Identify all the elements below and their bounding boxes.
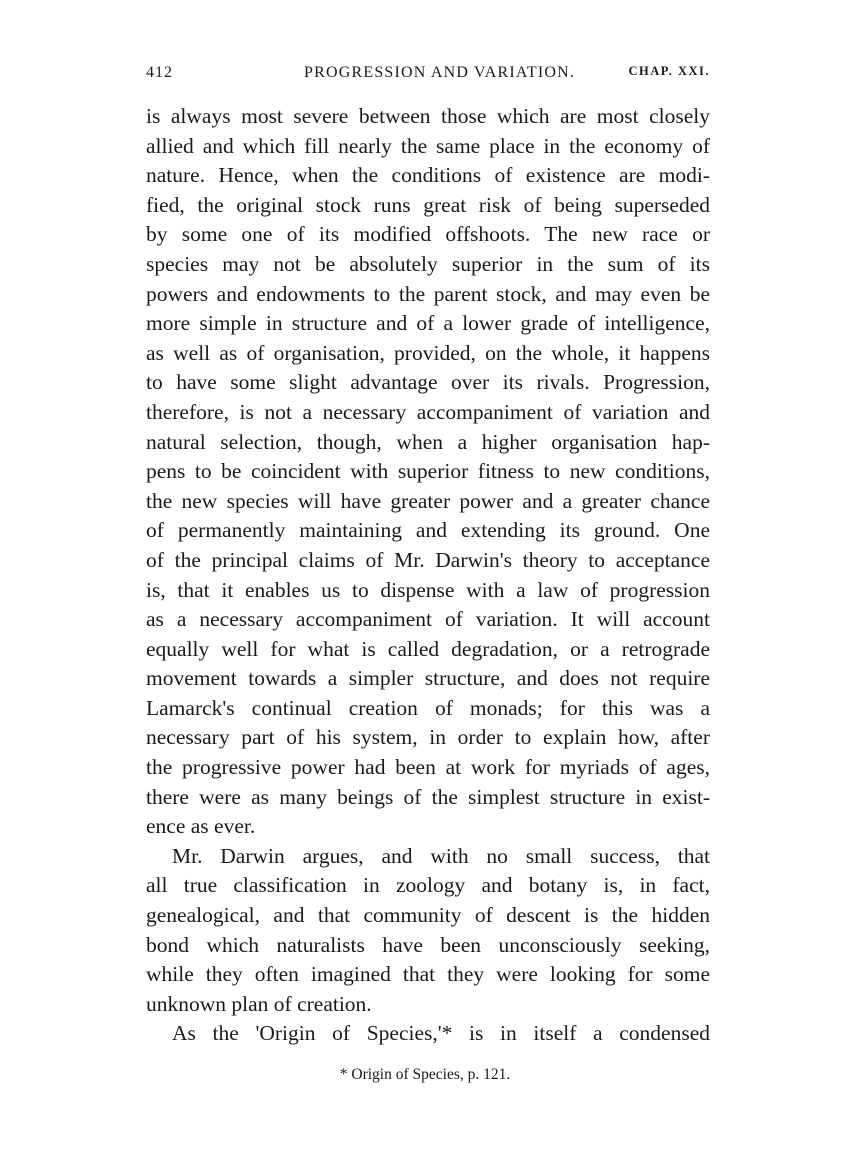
text-line: equally well for what is called degradation, or a retrograde — [146, 636, 710, 661]
text-line: while they often imagined that they were looking for some — [146, 962, 710, 987]
running-header — [146, 64, 710, 88]
text-line: movement towards a simpler structure, and does not require — [146, 666, 710, 691]
text-line: therefore, is not a necessary accompaniment of variation and — [146, 399, 710, 424]
text-line: as well as of organisation, provided, on the whole, it happens — [146, 340, 710, 365]
chapter-label: CHAP. XXI. — [628, 64, 710, 78]
text-line: there were as many beings of the simplest structure in exist- — [146, 784, 710, 809]
text-line: more simple in structure and of a lower grade of intelligence, — [146, 311, 710, 336]
text-line: fied, the original stock runs great risk of being superseded — [146, 192, 710, 217]
text-line: genealogical, and that community of descent is the hidden — [146, 903, 710, 928]
text-line: of permanently maintaining and extending its ground. One — [146, 518, 710, 543]
text-line: natural selection, though, when a higher organisation hap- — [146, 429, 710, 454]
text-line: all true classification in zoology and botany is, in fact, — [146, 873, 710, 898]
page-number: 412 — [146, 64, 173, 81]
text-line: unknown plan of creation. — [146, 991, 372, 1016]
text-line: is always most severe between those which are most closely — [146, 104, 710, 128]
text-line: to have some slight advantage over its rivals. Progression, — [146, 370, 710, 395]
body-text — [146, 102, 710, 1049]
text-line: As the 'Origin of Species,'* is in itself a condensed — [172, 1021, 710, 1046]
text-line: allied and which fill nearly the same place in the economy of — [146, 133, 710, 158]
text-line: is, that it enables us to dispense with a law of progression — [146, 577, 710, 602]
text-line: the new species will have greater power and a greater chance — [146, 488, 710, 513]
text-line: the progressive power had been at work for myriads of ages, — [146, 755, 710, 780]
text-line: nature. Hence, when the conditions of existence are modi- — [146, 163, 710, 188]
text-line: by some one of its modified offshoots. The new race or — [146, 222, 710, 247]
text-line: necessary part of his system, in order to explain how, after — [146, 725, 710, 750]
text-line: as a necessary accompaniment of variation. It will account — [146, 607, 710, 632]
text-line: ence as ever. — [146, 814, 256, 839]
running-title: PROGRESSION AND VARIATION. — [304, 64, 576, 81]
text-line: Mr. Darwin argues, and with no small success, that — [172, 843, 710, 868]
text-line: pens to be coincident with superior fitness to new conditions, — [146, 459, 710, 484]
text-line: powers and endowments to the parent stock, and may even be — [146, 281, 710, 306]
footnote: * Origin of Species, p. 121. — [339, 1066, 511, 1083]
text-line: of the principal claims of Mr. Darwin's theory to acceptance — [146, 547, 710, 572]
text-line: Lamarck's continual creation of monads; for this was a — [146, 695, 710, 720]
text-line: species may not be absolutely superior in the sum of its — [146, 251, 710, 276]
text-line: bond which naturalists have been unconsciously seeking, — [146, 932, 710, 957]
